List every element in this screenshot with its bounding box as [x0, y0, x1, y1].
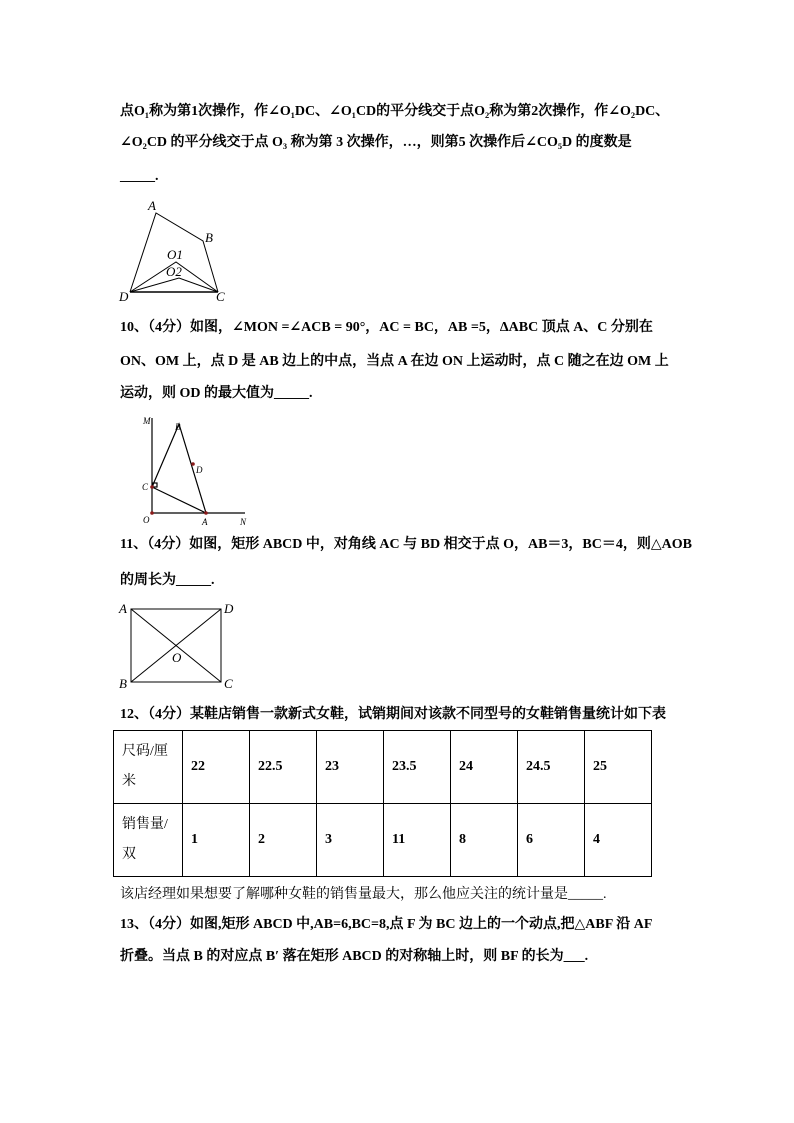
q10-label-a: A — [202, 517, 208, 527]
q10-label-m: M — [143, 416, 151, 426]
table-cell: 24 — [451, 731, 518, 804]
table-cell: 3 — [317, 804, 384, 877]
table-cell: 24.5 — [518, 731, 585, 804]
q9-label-b: B — [205, 230, 213, 245]
q11-label-a: A — [119, 601, 127, 616]
q10-text-line1: 10、（4分）如图，∠MON =∠ACB = 90°，AC = BC，AB =5，ΔABC 顶点 A、C 分别在 — [120, 320, 653, 335]
q12-text-line2: 该店经理如果想要了解哪种女鞋的销售量最大，那么他应关注的统计量是_____. — [120, 887, 607, 902]
table-cell: 4 — [585, 804, 652, 877]
q9-label-c: C — [216, 289, 225, 304]
q11-figure — [131, 609, 221, 682]
q11-label-b: B — [119, 676, 127, 691]
q10-label-b: B — [175, 422, 181, 432]
table-cell: 2 — [250, 804, 317, 877]
q10-text-line2: ON、OM 上，点 D 是 AB 边上的中点，当点 A 在边 ON 上运动时，点 C 随之在边 OM 上 — [120, 354, 669, 369]
table-cell: 22 — [183, 731, 250, 804]
q9-text-line2: ∠O₂CD 的平分线交于点 O₃ 称为第 3 次操作，…，则第5 次操作后∠CO₅D 的度数是 — [120, 135, 632, 150]
q10-label-n: N — [240, 517, 247, 527]
table-cell: 23 — [317, 731, 384, 804]
q9-label-o1: O1 — [167, 247, 183, 262]
table-cell: 23.5 — [384, 731, 451, 804]
table-row-sales — [114, 804, 652, 877]
q11-text-line2: 的周长为_____. — [120, 573, 215, 588]
q9-label-o2: O2 — [166, 264, 182, 279]
q11-label-o: O — [172, 650, 182, 665]
q9-label-a: A — [148, 198, 156, 213]
table-header-sales: 销售量/双 — [114, 804, 183, 877]
q10-label-o: O — [143, 515, 150, 525]
q11-text-line1: 11、（4分）如图，矩形 ABCD 中，对角线 AC 与 BD 相交于点 O，AB＝3，BC＝4，则△AOB — [120, 537, 692, 552]
q11-label-d: D — [224, 601, 234, 616]
table-cell: 1 — [183, 804, 250, 877]
q13-text-line2: 折叠。当点 B 的对应点 B′ 落在矩形 ABCD 的对称轴上时，则 BF 的长为___. — [120, 949, 589, 964]
q10-label-d: D — [196, 465, 203, 475]
q10-text-line3: 运动，则 OD 的最大值为_____. — [120, 386, 313, 401]
q13-text-line1: 13、（4分）如图,矩形 ABCD 中,AB=6,BC=8,点 F 为 BC 边上的一个动点,把△ABF 沿 AF — [120, 917, 653, 932]
table-cell: 8 — [451, 804, 518, 877]
q11-label-c: C — [224, 676, 233, 691]
q9-label-d: D — [119, 289, 129, 304]
table-header-size: 尺码/厘米 — [114, 731, 183, 804]
q9-text-line3: _____. — [120, 169, 159, 184]
q9-text-line1: 点O₁称为第1次操作，作∠O₁DC、∠O₁CD的平分线交于点O₂称为第2次操作，作∠O₂DC、 — [120, 104, 670, 119]
table-cell: 6 — [518, 804, 585, 877]
table-row-size — [114, 731, 652, 804]
q10-label-c: C — [142, 482, 149, 492]
table-cell: 22.5 — [250, 731, 317, 804]
table-cell: 25 — [585, 731, 652, 804]
q12-text-line1: 12、（4分）某鞋店销售一款新式女鞋，试销期间对该款不同型号的女鞋销售量统计如下表 — [120, 707, 666, 722]
table-cell: 11 — [384, 804, 451, 877]
q12-sales-table — [113, 730, 652, 877]
